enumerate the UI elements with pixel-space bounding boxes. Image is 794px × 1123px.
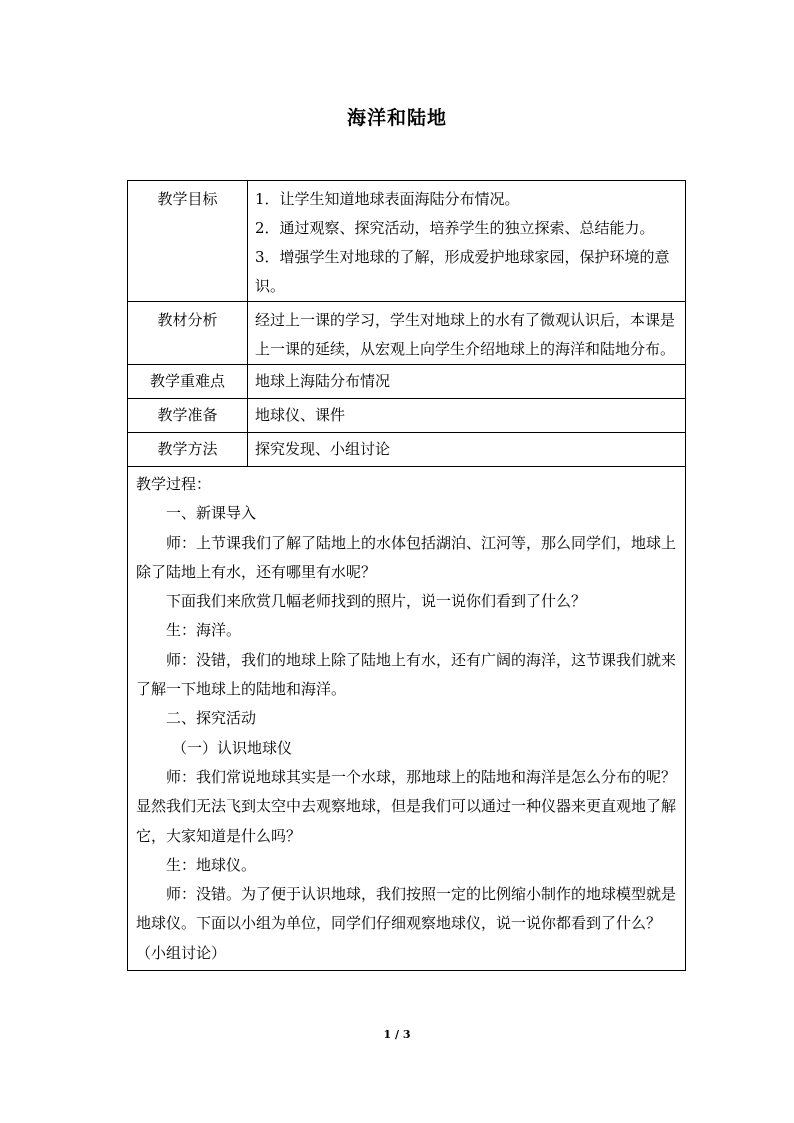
section-heading: 一、新课导入	[166, 504, 257, 523]
goals-label: 教学目标	[128, 181, 248, 302]
analysis-label: 教材分析	[128, 302, 248, 365]
process-content	[128, 467, 686, 971]
analysis-content	[248, 302, 686, 365]
table-row	[128, 399, 686, 433]
table-row	[128, 467, 686, 971]
key-content: 地球上海陆分布情况	[248, 365, 686, 399]
prep-label: 教学准备	[128, 399, 248, 433]
prep-content: 地球仪、课件	[248, 399, 686, 433]
analysis-text: 经过上一课的学习，学生对地球上的水有了微观认识后，本课是上一课的延续，从宏观上向学生介绍地球上的海洋和陆地分布。	[255, 311, 676, 358]
page-number: 1 / 3	[383, 1028, 411, 1041]
table-row	[128, 302, 686, 365]
process-heading: 教学过程：	[136, 475, 212, 493]
key-label: 教学重难点	[128, 365, 248, 399]
goal-item: 2．通过观察、探究活动，培养学生的独立探索、总结能力。	[255, 219, 655, 237]
paragraph: 生：地球仪。	[166, 855, 257, 874]
method-label: 教学方法	[128, 433, 248, 467]
method-content: 探究发现、小组讨论	[248, 433, 686, 467]
paragraph: 师：没错，我们的地球上除了陆地上有水，还有广阔的海洋，这节课我们就来了解一下地球上的陆地和海洋。	[136, 650, 677, 699]
page-title: 海洋和陆地	[346, 107, 447, 129]
paragraph: 师：没错。为了便于认识地球，我们按照一定的比例缩小制作的地球模型就是地球仪。下面以小组为单位，同学们仔细观察地球仪，说一说你都看到了什么？（小组讨论）	[136, 885, 677, 962]
goal-item: 3．增强学生对地球的了解，形成爱护地球家园，保护环境的意识。	[255, 248, 670, 295]
lesson-plan-table	[127, 180, 686, 971]
goals-content	[248, 181, 686, 302]
subsection-heading: （一）认识地球仪	[172, 738, 293, 757]
paragraph: 下面我们来欣赏几幅老师找到的照片，说一说你们看到了什么？	[166, 592, 587, 611]
paragraph: 师：我们常说地球其实是一个水球，那地球上的陆地和海洋是怎么分布的呢？显然我们无法飞到太空中去观察地球，但是我们可以通过一种仪器来更直观地了解它，大家知道是什么吗？	[136, 767, 677, 845]
paragraph: 生：海洋。	[166, 621, 242, 640]
table-row	[128, 365, 686, 399]
section-heading: 二、探究活动	[166, 709, 257, 728]
paragraph: 师：上节课我们了解了陆地上的水体包括湖泊、江河等，那么同学们，地球上除了陆地上有水，还有哪里有水呢？	[136, 533, 677, 581]
table-row	[128, 433, 686, 467]
table-row	[128, 181, 686, 302]
goal-item: 1．让学生知道地球表面海陆分布情况。	[255, 190, 520, 208]
